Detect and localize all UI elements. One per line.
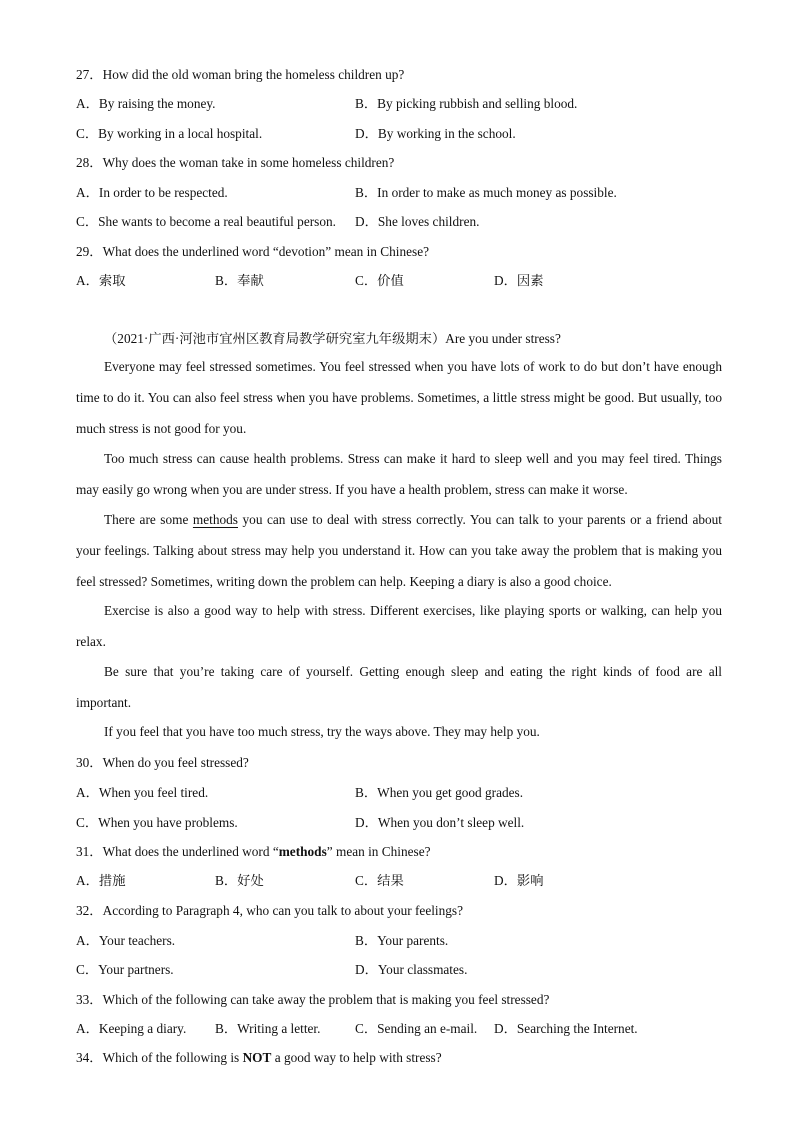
question-28-stem: 28．Why does the woman take in some homeless children? [76,155,395,170]
p3-text-end: you can use to deal with stress correctly. You can talk to your parents or a friend about your feelings. Talking about stress may help you understand it. How can you take away the problem that is making you feel stressed? Sometimes, writing down the problem can help. Keeping a diary is also a good choice. [76,512,722,589]
q30-option-c: C．When you have problems. [76,815,238,830]
question-30-stem: 30．When do you feel stressed? [76,755,249,770]
q31-option-a: A．措施 [76,873,126,888]
q33-option-b: B．Writing a letter. [215,1021,321,1036]
q31-stem-start: 31．What does the underlined word “ [76,844,279,859]
q34-stem-end: a good way to help with stress? [271,1050,442,1065]
q27-option-b: B．By picking rubbish and selling blood. [355,96,578,111]
passage-paragraph-2: Too much stress can cause health problems. Stress can make it hard to sleep well and you may feel tired. Things may easily go wrong when you are under stress. If you have a health problem, stress can make it worse. [76,451,722,497]
q30-option-d: D．When you don’t sleep well. [355,815,525,830]
q28-option-a: A．In order to be respected. [76,185,228,200]
q31-option-b: B．好处 [215,873,264,888]
q30-option-a: A．When you feel tired. [76,785,209,800]
passage-paragraph-3 [76,504,722,597]
question-31-stem [76,841,431,860]
question-27-stem: 27．How did the old woman bring the homeless children up? [76,67,405,82]
q28-option-c: C．She wants to become a real beautiful person. [76,214,336,229]
q31-option-d: D．影响 [494,873,544,888]
underlined-word-methods: methods [192,512,238,527]
question-29-stem: 29．What does the underlined word “devotion” mean in Chinese? [76,244,430,259]
q27-option-d: D．By working in the school. [355,126,516,141]
q32-option-b: B．Your parents. [355,933,449,948]
q32-option-d: D．Your classmates. [355,962,468,977]
question-34-stem [76,1047,442,1066]
q31-option-c: C．结果 [355,873,404,888]
q34-stem-start: 34．Which of the following is [76,1050,243,1065]
q27-option-a: A．By raising the money. [76,96,216,111]
question-33-stem: 33．Which of the following can take away the problem that is making you feel stressed? [76,992,550,1007]
p3-text-start: There are some [104,512,193,527]
q27-option-c: C．By working in a local hospital. [76,126,263,141]
q29-option-c: C．价值 [355,273,404,288]
q30-option-b: B．When you get good grades. [355,785,524,800]
q31-stem-end: ” mean in Chinese? [326,844,431,859]
q32-option-c: C．Your partners. [76,962,174,977]
passage-paragraph-5: Be sure that you’re taking care of yourself. Getting enough sleep and eating the right kinds of food are all important. [76,664,722,710]
q29-option-a: A．索取 [76,273,126,288]
passage-paragraph-1: Everyone may feel stressed sometimes. You feel stressed when you have lots of work to do but don’t have enough time to do it. You can also feel stress when you have problems. Sometimes, a little stress might be good. But usually, too much stress is not good for you. [76,359,722,436]
passage-title: （2021·广西·河池市宜州区教育局教学研究室九年级期末）Are you under stress? [104,331,561,346]
q28-option-b: B．In order to make as much money as possible. [355,185,617,200]
passage-paragraph-6: If you feel that you have too much stress, try the ways above. They may help you. [104,724,540,739]
q29-option-d: D．因素 [494,273,544,288]
q33-option-d: D．Searching the Internet. [494,1021,638,1036]
q29-option-b: B．奉献 [215,273,264,288]
q31-stem-bold-word: methods [278,844,327,859]
passage-paragraph-4: Exercise is also a good way to help with stress. Different exercises, like playing sports or walking, can help you relax. [76,603,722,649]
question-32-stem: 32．According to Paragraph 4, who can you talk to about your feelings? [76,903,463,918]
q32-option-a: A．Your teachers. [76,933,176,948]
q33-option-c: C．Sending an e-mail. [355,1021,478,1036]
q33-option-a: A．Keeping a diary. [76,1021,187,1036]
q28-option-d: D．She loves children. [355,214,480,229]
q34-stem-bold-word: NOT [242,1050,272,1065]
